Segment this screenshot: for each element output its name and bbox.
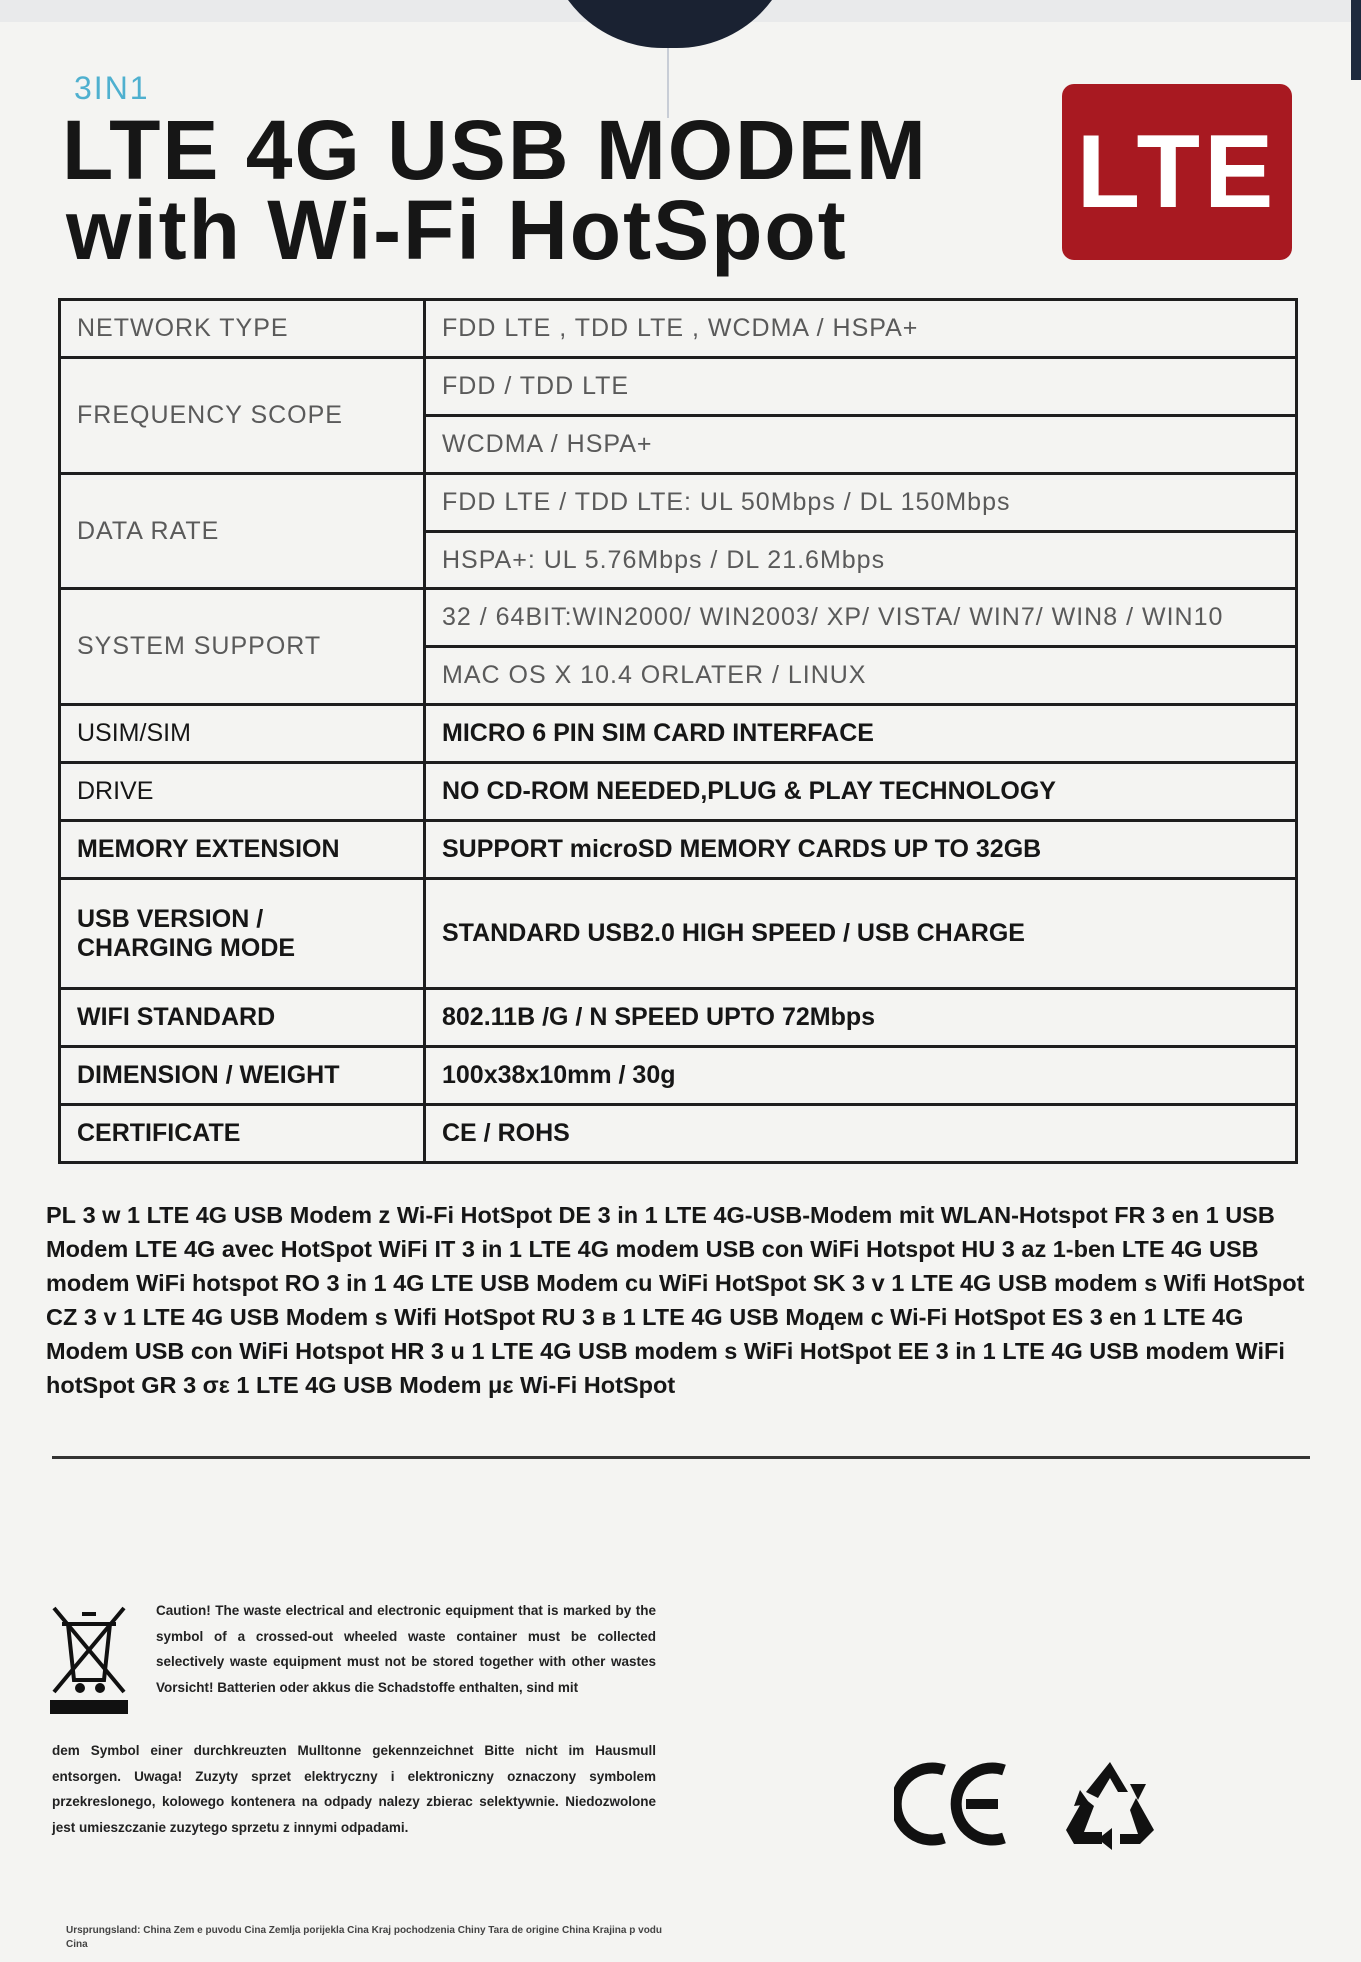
table-row	[60, 473, 1297, 531]
table-row	[60, 705, 1297, 763]
lang-code: PL	[46, 1202, 77, 1228]
lang-code: RU	[541, 1304, 576, 1330]
lang-code: SK	[812, 1270, 846, 1296]
spec-value-certificate: CE / ROHS	[425, 1105, 1297, 1163]
spec-table	[58, 298, 1298, 1164]
table-row	[60, 589, 1297, 647]
lang-text: 3 en 1 USB Modem LTE 4G avec HotSpot WiFi	[46, 1202, 1275, 1262]
lang-code: RO	[284, 1270, 320, 1296]
spec-value-data-rate-1: FDD LTE / TDD LTE: UL 50Mbps / DL 150Mbps	[425, 473, 1297, 531]
table-row	[60, 989, 1297, 1047]
spec-value-memory: SUPPORT microSD MEMORY CARDS UP TO 32GB	[425, 821, 1297, 879]
origin-text: Ursprungsland: China Zem e puvodu Cina Zemlja porijekla Cina Kraj pochodzenia Chiny Tara de origine China Krajina p vodu Cina	[66, 1925, 663, 1950]
translations-block	[46, 1198, 1311, 1402]
spec-label-usim: USIM/SIM	[60, 705, 425, 763]
lang-text: 3 u 1 LTE 4G USB modem s WiFi HotSpot	[430, 1338, 892, 1364]
lang-text: 3 in 1 LTE 4G modem USB con WiFi Hotspot	[461, 1236, 955, 1262]
lang-code: ES	[1051, 1304, 1084, 1330]
lang-text: 3 w 1 LTE 4G USB Modem z Wi-Fi HotSpot	[82, 1202, 552, 1228]
product-title-line2: with Wi-Fi HotSpot	[66, 183, 848, 277]
table-row	[60, 1105, 1297, 1163]
lte-badge: LTE	[1062, 84, 1292, 260]
table-row	[60, 821, 1297, 879]
spec-label-data-rate: DATA RATE	[60, 473, 425, 589]
spec-label-network-type: NETWORK TYPE	[60, 300, 425, 358]
lang-text: 3 σε 1 LTE 4G USB Modem με Wi-Fi HotSpot	[183, 1372, 676, 1398]
table-row	[60, 1047, 1297, 1105]
spec-label-usb-line1: USB VERSION /	[77, 904, 264, 933]
product-title-line1: LTE 4G USB MODEM	[62, 103, 928, 197]
spec-value-usb: STANDARD USB2.0 HIGH SPEED / USB CHARGE	[425, 878, 1297, 988]
lang-text: 3 v 1 LTE 4G USB Modem s Wifi HotSpot	[83, 1304, 535, 1330]
table-row	[60, 878, 1297, 988]
lang-code: EE	[897, 1338, 930, 1364]
spec-value-system-2: MAC OS X 10.4 ORLATER / LINUX	[425, 647, 1297, 705]
table-row	[60, 300, 1297, 358]
spec-value-wifi: 802.11B /G / N SPEED UPTO 72Mbps	[425, 989, 1297, 1047]
lang-text: 3 in 1 4G LTE USB Modem cu WiFi HotSpot	[326, 1270, 807, 1296]
lang-text: 3 в 1 LTE 4G USB Модем с Wi-Fi HotSpot	[582, 1304, 1046, 1330]
spec-label-wifi: WIFI STANDARD	[60, 989, 425, 1047]
spec-value-frequency-2: WCDMA / HSPA+	[425, 415, 1297, 473]
lang-code: HR	[390, 1338, 425, 1364]
table-row	[60, 763, 1297, 821]
recycle-icon	[1060, 1754, 1160, 1854]
divider	[52, 1456, 1310, 1459]
spec-value-dimension: 100x38x10mm / 30g	[425, 1047, 1297, 1105]
spec-value-usim: MICRO 6 PIN SIM CARD INTERFACE	[425, 705, 1297, 763]
spec-label-memory: MEMORY EXTENSION	[60, 821, 425, 879]
crossed-out-wheeled-bin-icon	[48, 1602, 130, 1700]
spec-value-system-1: 32 / 64BIT:WIN2000/ WIN2003/ XP/ VISTA/ WIN7/ WIN8 / WIN10	[425, 589, 1297, 647]
spec-label-usb-line2: CHARGING MODE	[77, 933, 296, 962]
lang-code: FR	[1114, 1202, 1146, 1228]
lang-code: IT	[434, 1236, 456, 1262]
spec-label-usb	[60, 878, 425, 988]
spec-value-drive: NO CD-ROM NEEDED,PLUG & PLAY TECHNOLOGY	[425, 763, 1297, 821]
lang-code: GR	[141, 1372, 177, 1398]
spec-label-drive: DRIVE	[60, 763, 425, 821]
ce-mark-icon	[894, 1758, 1014, 1850]
lang-text: 3 en 1 LTE 4G Modem USB con WiFi Hotspot	[46, 1304, 1244, 1364]
caution-text-1: Caution! The waste electrical and electronic equipment that is marked by the symbol of a crossed-out wheeled waste container must be collected selectively waste equipment must not be stored together with other wastes Vorsicht! Batterien oder akkus die Schadstoffe enthalten, sind mit	[156, 1603, 656, 1695]
spec-label-certificate: CERTIFICATE	[60, 1105, 425, 1163]
lang-code: HU	[961, 1236, 996, 1262]
spec-value-data-rate-2: HSPA+: UL 5.76Mbps / DL 21.6Mbps	[425, 531, 1297, 589]
lang-text: 3 in 1 LTE 4G USB modem WiFi hotSpot	[46, 1338, 1285, 1398]
lang-code: DE	[558, 1202, 592, 1228]
spec-value-network-type: FDD LTE , TDD LTE , WCDMA / HSPA+	[425, 300, 1297, 358]
device-knob-image	[545, 0, 795, 48]
table-row	[60, 357, 1297, 415]
spec-value-frequency-1: FDD / TDD LTE	[425, 357, 1297, 415]
spec-label-frequency-scope: FREQUENCY SCOPE	[60, 357, 425, 473]
caution-text-2: dem Symbol einer durchkreuzten Mulltonne gekennzeichnet Bitte nicht im Hausmull entsorgen. Uwaga! Zuzyty sprzet elektryczny i elektroniczny oznaczony symbolem przekreslonego, kolowego kontenera na odpady nalezy zbierac selektywnie. Niedozwolone jest umieszczanie zuzytego sprzetu z innymi odpadami.	[52, 1743, 656, 1835]
product-subtitle: 3IN1	[74, 70, 150, 106]
spec-label-system-support: SYSTEM SUPPORT	[60, 589, 425, 705]
box-right-edge	[1351, 0, 1361, 80]
spec-label-dimension: DIMENSION / WEIGHT	[60, 1047, 425, 1105]
lang-code: CZ	[46, 1304, 78, 1330]
lang-text: 3 az 1-ben LTE 4G USB modem WiFi hotspot	[46, 1236, 1259, 1296]
weee-bar	[50, 1700, 128, 1714]
lang-text: 3 in 1 LTE 4G-USB-Modem mit WLAN-Hotspot	[597, 1202, 1108, 1228]
lang-text: 3 v 1 LTE 4G USB modem s Wifi HotSpot	[852, 1270, 1305, 1296]
